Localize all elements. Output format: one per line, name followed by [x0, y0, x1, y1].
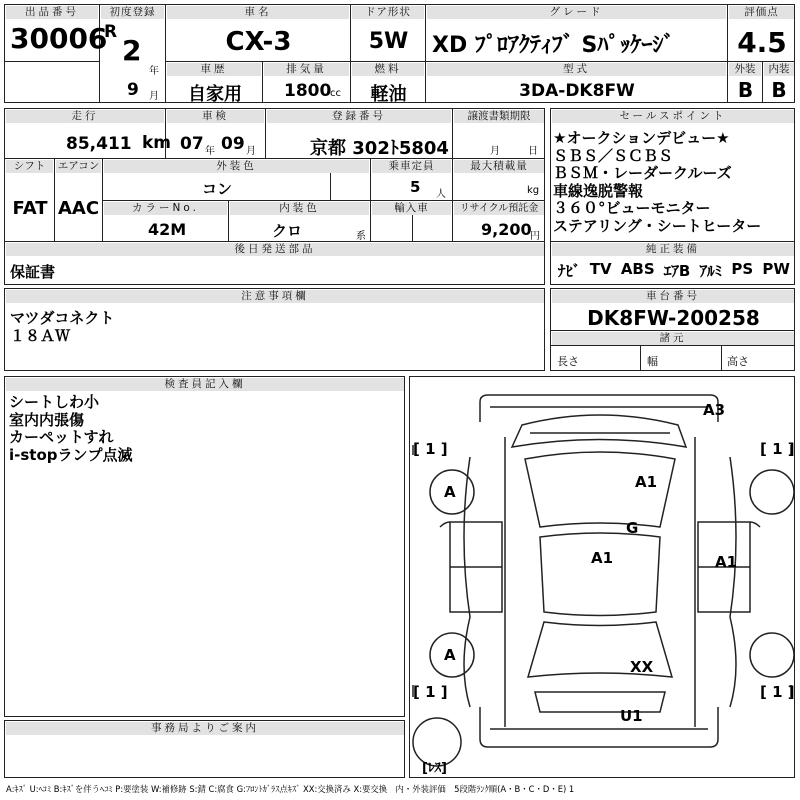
int-color-unit: 系 [356, 231, 366, 242]
equipment-item: ｴｱB [663, 262, 691, 280]
ext-color-label: 外装色 [104, 160, 369, 173]
sales-point: ステアリング・シートヒーター [553, 216, 762, 235]
grade: XD ﾌﾟﾛｱｸﾃｨﾌﾞ Sﾊﾟｯｹｰｼﾞ [432, 33, 675, 58]
inspection-label: 車検 [167, 110, 264, 123]
max-load-unit: kg [527, 185, 540, 196]
damage-mark-a1-right: A1 [715, 553, 738, 571]
equipment-list [558, 260, 794, 281]
damage-mark-a1-roof: A1 [635, 473, 658, 491]
chassis-label: 車台番号 [552, 290, 794, 303]
damage-mark-a1-center: A1 [591, 549, 614, 567]
color-no: 42M [148, 220, 187, 239]
grade-label: グレード [427, 6, 726, 19]
plate-number: 京都 302ﾄ5804 [310, 138, 449, 159]
ext-color: コン [201, 180, 232, 198]
recycle-label: リサイクル預託金 [454, 202, 544, 215]
inspector-line: カーペットすれ [9, 428, 114, 446]
history: 自家用 [188, 84, 242, 105]
notes-label: 注意事項欄 [6, 290, 544, 303]
interior-grade: B [771, 78, 787, 102]
damage-mark-xx: XX [630, 658, 654, 676]
exterior-grade: B [737, 78, 754, 102]
lot-no-label: 出品番号 [6, 6, 98, 19]
damage-diagram [409, 376, 795, 778]
lot-number: 30006 [10, 22, 108, 55]
inspection-month-unit: 月 [246, 146, 256, 157]
sales-point: ＢＳＭ・レーダークルーズ [553, 164, 732, 182]
damage-mark-a3: A3 [703, 401, 726, 419]
import-label: 輸入車 [372, 202, 451, 215]
transfer-day-unit: 日 [528, 146, 538, 157]
tire-fl: [ 1 ] [413, 440, 448, 458]
equipment-label: 純正装備 [552, 243, 794, 256]
inspection-month: 09 [221, 134, 245, 154]
equipment-item: TV [589, 260, 612, 278]
displacement: 1800 [284, 81, 332, 101]
model-code: 3DA-DK8FW [519, 81, 635, 101]
history-label: 車歴 [167, 63, 261, 76]
equipment-item: ｱﾙﾐ [699, 262, 723, 280]
exterior-label: 外装 [729, 63, 761, 76]
mileage: 85,411 [66, 134, 132, 154]
int-color-label: 内装色 [230, 202, 369, 215]
damage-mark-wheel-fl: A [444, 483, 456, 501]
inspector-line: 室内内張傷 [9, 410, 85, 429]
color-no-label: カラーNo. [104, 202, 227, 215]
ac-label: エアコン [57, 160, 100, 172]
spec-width: 幅 [647, 355, 658, 368]
sales-point: ３６０°ビューモニター [553, 199, 711, 217]
capacity: 5 [410, 178, 421, 196]
chassis-number: DK8FW-200258 [587, 306, 760, 330]
displacement-unit: cc [330, 88, 341, 99]
shift: FAT [12, 198, 48, 219]
inspector-line: i-stopランプ点滅 [9, 445, 133, 464]
car-name-label: 車名 [167, 6, 349, 19]
damage-mark-g: G [626, 519, 639, 537]
interior-label: 内装 [764, 63, 794, 76]
fuel-label: 燃料 [352, 63, 424, 76]
inspection-year: 07 [180, 134, 204, 154]
later-parts-label: 後日発送部品 [6, 243, 544, 256]
inspector-line: シートしわ小 [9, 393, 100, 411]
note-line: １８ＡＷ [10, 326, 71, 345]
max-load-label: 最大積載量 [454, 160, 544, 173]
sales-point: 車線逸脱警報 [553, 181, 644, 200]
door-label: ドア形状 [352, 6, 424, 19]
first-reg-label: 初度登録 [101, 6, 164, 19]
inspector-label: 検査員記入欄 [6, 378, 404, 391]
damage-mark-wheel-rl: A [444, 646, 456, 664]
equipment-item: PW [762, 260, 790, 278]
int-color: クロ [272, 222, 303, 240]
year-unit: 年 [149, 66, 159, 77]
mileage-label: 走行 [6, 110, 164, 123]
month-unit: 月 [149, 91, 159, 102]
equipment-item: ﾅﾋﾞ [558, 262, 581, 280]
damage-mark-u1: U1 [620, 707, 643, 725]
spare-tire: [ﾚｽ] [422, 761, 447, 776]
model-code-label: 型式 [427, 63, 726, 76]
fuel: 軽油 [370, 84, 407, 105]
car-name: CX-3 [225, 27, 292, 57]
transfer-month-unit: 月 [490, 146, 500, 157]
era: R [104, 22, 118, 42]
tire-rl: [ 1 ] [413, 683, 448, 701]
sales-points-label: セールスポイント [552, 110, 794, 123]
sales-point: ★オークションデビュー★ [553, 129, 730, 147]
spec-length: 長さ [557, 355, 579, 368]
equipment-item: PS [731, 260, 754, 278]
inspector-notes [9, 394, 133, 464]
specs-label: 諸元 [552, 332, 794, 345]
recycle-fee: 9,200 [481, 220, 532, 239]
car-outline [410, 377, 794, 777]
mileage-unit: km [142, 133, 172, 153]
inspection-year-unit: 年 [205, 146, 215, 157]
first-reg-month: 9 [127, 80, 139, 100]
score-label: 評価点 [729, 6, 794, 19]
first-reg-year: 2 [122, 34, 142, 67]
tire-rr: [ 1 ] [760, 683, 795, 701]
door-type: 5W [368, 29, 409, 54]
spec-height: 高さ [727, 355, 749, 368]
displacement-label: 排気量 [264, 63, 349, 76]
capacity-label: 乗車定員 [372, 160, 451, 173]
capacity-unit: 人 [436, 189, 446, 200]
recycle-unit: 円 [530, 231, 540, 242]
transfer-deadline-label: 譲渡書類期限 [454, 110, 544, 123]
score: 4.5 [737, 26, 787, 59]
notes-list [10, 310, 114, 345]
plate-label: 登録番号 [267, 110, 451, 123]
sales-points-list [553, 130, 793, 235]
sales-point: ＳＢＳ／ＳＣＢＳ [553, 146, 674, 165]
later-parts: 保証書 [10, 263, 56, 281]
note-line: マツダコネクト [10, 309, 115, 327]
ac: AAC [57, 198, 100, 219]
office-label: 事務局よりご案内 [6, 722, 404, 735]
legend: A:ｷｽﾞ U:ﾍｺﾐ B:ｷｽﾞを伴うﾍｺﾐ P:要塗装 W:補修跡 S:錆 C:腐食 G:ﾌﾛﾝﾄｶﾞﾗｽ点ｷｽﾞ XX:交換済み X:要交換 内・外装評価 5段階ﾗﾝｸ順(A・B・C・D・E) 1 [6, 784, 575, 794]
shift-label: シフト [6, 160, 53, 173]
equipment-item: ABS [620, 260, 655, 278]
tire-fr: [ 1 ] [760, 440, 795, 458]
